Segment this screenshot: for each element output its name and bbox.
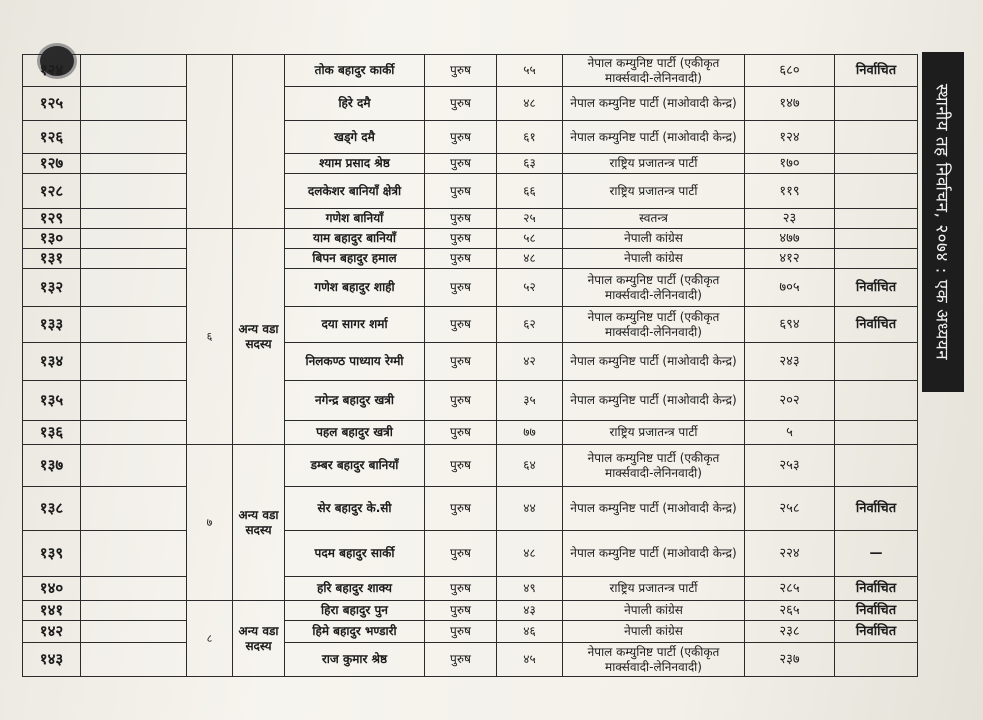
gender-cell: पुरुष xyxy=(425,87,497,121)
side-title: स्थानीय तह निर्वाचन, २०७४ : एक अध्ययन xyxy=(931,83,952,361)
candidate-name-cell: हिमे बहादुर भण्डारी xyxy=(285,621,425,643)
party-cell: नेपाल कम्युनिष्ट पार्टी (माओवादी केन्द्र) xyxy=(563,121,745,154)
age-cell: ७७ xyxy=(497,421,563,445)
candidate-name-cell: पदम बहादुर सार्की xyxy=(285,531,425,577)
table-row xyxy=(23,249,918,269)
age-cell: ५८ xyxy=(497,229,563,249)
age-cell: ४८ xyxy=(497,87,563,121)
age-cell: ३५ xyxy=(497,381,563,421)
table-row xyxy=(23,601,918,621)
age-cell: ४५ xyxy=(497,643,563,677)
gender-cell: पुरुष xyxy=(425,209,497,229)
gender-cell: पुरुष xyxy=(425,577,497,601)
blank-cell xyxy=(81,487,187,531)
votes-cell: १४७ xyxy=(745,87,835,121)
post-cell: अन्य वडा सदस्य xyxy=(233,229,285,445)
serial-number-cell: १३३ xyxy=(23,307,81,343)
serial-number-cell: १३२ xyxy=(23,269,81,307)
blank-cell xyxy=(81,87,187,121)
age-cell: २५ xyxy=(497,209,563,229)
candidate-name-cell: गणेश बहादुर शाही xyxy=(285,269,425,307)
gender-cell: पुरुष xyxy=(425,55,497,87)
blank-cell xyxy=(81,55,187,87)
gender-cell: पुरुष xyxy=(425,249,497,269)
votes-cell: ११९ xyxy=(745,174,835,209)
party-cell: नेपाल कम्युनिष्ट पार्टी (माओवादी केन्द्र) xyxy=(563,531,745,577)
gender-cell: पुरुष xyxy=(425,229,497,249)
age-cell: ५५ xyxy=(497,55,563,87)
party-cell: नेपाल कम्युनिष्ट पार्टी (एकीकृत मार्क्सवादी-लेनिनवादी) xyxy=(563,445,745,487)
party-cell: राष्ट्रिय प्रजातन्त्र पार्टी xyxy=(563,154,745,174)
table-row xyxy=(23,421,918,445)
party-cell: नेपाल कम्युनिष्ट पार्टी (एकीकृत मार्क्सवादी-लेनिनवादी) xyxy=(563,643,745,677)
status-cell: — xyxy=(835,531,918,577)
blank-cell xyxy=(81,269,187,307)
status-cell xyxy=(835,381,918,421)
votes-cell: २६५ xyxy=(745,601,835,621)
status-cell: निर्वाचित xyxy=(835,269,918,307)
status-cell xyxy=(835,154,918,174)
party-cell: राष्ट्रिय प्रजातन्त्र पार्टी xyxy=(563,421,745,445)
table-row xyxy=(23,55,918,87)
table-row xyxy=(23,487,918,531)
votes-cell: ७०५ xyxy=(745,269,835,307)
votes-cell: २५८ xyxy=(745,487,835,531)
post-cell xyxy=(233,55,285,229)
party-cell: नेपाली कांग्रेस xyxy=(563,601,745,621)
votes-cell: २०२ xyxy=(745,381,835,421)
status-cell xyxy=(835,343,918,381)
status-cell xyxy=(835,643,918,677)
serial-number-cell: १४३ xyxy=(23,643,81,677)
age-cell: ४९ xyxy=(497,577,563,601)
age-cell: ६२ xyxy=(497,307,563,343)
ward-number-cell: ६ xyxy=(187,229,233,445)
status-cell: निर्वाचित xyxy=(835,55,918,87)
votes-cell: २८५ xyxy=(745,577,835,601)
age-cell: ४२ xyxy=(497,343,563,381)
blank-cell xyxy=(81,229,187,249)
gender-cell: पुरुष xyxy=(425,154,497,174)
age-cell: ४८ xyxy=(497,249,563,269)
votes-cell: ४७७ xyxy=(745,229,835,249)
party-cell: नेपाल कम्युनिष्ट पार्टी (एकीकृत मार्क्सवादी-लेनिनवादी) xyxy=(563,269,745,307)
serial-number-cell: १४१ xyxy=(23,601,81,621)
candidate-name-cell: खड्गे दमै xyxy=(285,121,425,154)
serial-number-cell: १३५ xyxy=(23,381,81,421)
candidate-name-cell: हिरा बहादुर पुन xyxy=(285,601,425,621)
status-cell: निर्वाचित xyxy=(835,601,918,621)
table-row xyxy=(23,209,918,229)
gender-cell: पुरुष xyxy=(425,174,497,209)
votes-cell: २३८ xyxy=(745,621,835,643)
table-row xyxy=(23,87,918,121)
age-cell: ६३ xyxy=(497,154,563,174)
serial-number-cell: १२६ xyxy=(23,121,81,154)
table-row xyxy=(23,621,918,643)
blank-cell xyxy=(81,154,187,174)
votes-cell: ६८० xyxy=(745,55,835,87)
age-cell: ४४ xyxy=(497,487,563,531)
blank-cell xyxy=(81,421,187,445)
party-cell: नेपाली कांग्रेस xyxy=(563,249,745,269)
votes-cell: २३ xyxy=(745,209,835,229)
ward-number-cell: ८ xyxy=(187,601,233,677)
party-cell: नेपाल कम्युनिष्ट पार्टी (माओवादी केन्द्र) xyxy=(563,343,745,381)
age-cell: ४६ xyxy=(497,621,563,643)
serial-number-cell: १२७ xyxy=(23,154,81,174)
party-cell: नेपाल कम्युनिष्ट पार्टी (माओवादी केन्द्र) xyxy=(563,487,745,531)
candidate-name-cell: गणेश बानियाँ xyxy=(285,209,425,229)
status-cell xyxy=(835,249,918,269)
gender-cell: पुरुष xyxy=(425,421,497,445)
table-row xyxy=(23,174,918,209)
gender-cell: पुरुष xyxy=(425,531,497,577)
age-cell: ४३ xyxy=(497,601,563,621)
serial-number-cell: १२४ xyxy=(23,55,81,87)
ward-number-cell: ७ xyxy=(187,445,233,601)
party-cell: राष्ट्रिय प्रजातन्त्र पार्टी xyxy=(563,174,745,209)
candidate-name-cell: पहल बहादुर खत्री xyxy=(285,421,425,445)
ward-number-cell xyxy=(187,55,233,229)
table-row xyxy=(23,643,918,677)
candidate-name-cell: याम बहादुर बानियाँ xyxy=(285,229,425,249)
table-row xyxy=(23,154,918,174)
candidate-name-cell: बिपन बहादुर हमाल xyxy=(285,249,425,269)
serial-number-cell: १३१ xyxy=(23,249,81,269)
gender-cell: पुरुष xyxy=(425,381,497,421)
gender-cell: पुरुष xyxy=(425,343,497,381)
serial-number-cell: १३९ xyxy=(23,531,81,577)
gender-cell: पुरुष xyxy=(425,601,497,621)
blank-cell xyxy=(81,621,187,643)
age-cell: ६६ xyxy=(497,174,563,209)
candidate-name-cell: तोक बहादुर कार्की xyxy=(285,55,425,87)
status-cell xyxy=(835,209,918,229)
status-cell: निर्वाचित xyxy=(835,487,918,531)
blank-cell xyxy=(81,209,187,229)
blank-cell xyxy=(81,445,187,487)
serial-number-cell: १३० xyxy=(23,229,81,249)
table-row xyxy=(23,381,918,421)
party-cell: नेपाल कम्युनिष्ट पार्टी (एकीकृत मार्क्सवादी-लेनिनवादी) xyxy=(563,307,745,343)
party-cell: नेपाल कम्युनिष्ट पार्टी (माओवादी केन्द्र) xyxy=(563,381,745,421)
blank-cell xyxy=(81,121,187,154)
table-row xyxy=(23,577,918,601)
status-cell xyxy=(835,229,918,249)
table-row xyxy=(23,531,918,577)
blank-cell xyxy=(81,174,187,209)
gender-cell: पुरुष xyxy=(425,445,497,487)
candidate-name-cell: डम्बर बहादुर बानियाँ xyxy=(285,445,425,487)
post-cell: अन्य वडा सदस्य xyxy=(233,445,285,601)
age-cell: ६१ xyxy=(497,121,563,154)
table-row xyxy=(23,121,918,154)
age-cell: ४८ xyxy=(497,531,563,577)
votes-cell: २५३ xyxy=(745,445,835,487)
post-cell: अन्य वडा सदस्य xyxy=(233,601,285,677)
status-cell xyxy=(835,445,918,487)
gender-cell: पुरुष xyxy=(425,307,497,343)
blank-cell xyxy=(81,577,187,601)
serial-number-cell: १३६ xyxy=(23,421,81,445)
gender-cell: पुरुष xyxy=(425,643,497,677)
blank-cell xyxy=(81,343,187,381)
table-row xyxy=(23,343,918,381)
serial-number-cell: १२५ xyxy=(23,87,81,121)
status-cell xyxy=(835,87,918,121)
gender-cell: पुरुष xyxy=(425,269,497,307)
blank-cell xyxy=(81,249,187,269)
serial-number-cell: १४० xyxy=(23,577,81,601)
serial-number-cell: १२९ xyxy=(23,209,81,229)
side-title-strip xyxy=(922,52,964,392)
blank-cell xyxy=(81,307,187,343)
status-cell: निर्वाचित xyxy=(835,621,918,643)
table-row xyxy=(23,229,918,249)
blank-cell xyxy=(81,643,187,677)
party-cell: नेपाल कम्युनिष्ट पार्टी (एकीकृत मार्क्सवादी-लेनिनवादी) xyxy=(563,55,745,87)
candidate-name-cell: हरि बहादुर शाक्य xyxy=(285,577,425,601)
status-cell: निर्वाचित xyxy=(835,307,918,343)
candidate-name-cell: निलकण्ठ पाध्याय रेग्मी xyxy=(285,343,425,381)
status-cell xyxy=(835,421,918,445)
serial-number-cell: १२८ xyxy=(23,174,81,209)
status-cell xyxy=(835,174,918,209)
age-cell: ५२ xyxy=(497,269,563,307)
candidate-name-cell: दया सागर शर्मा xyxy=(285,307,425,343)
status-cell xyxy=(835,121,918,154)
candidate-name-cell: हिरे दमै xyxy=(285,87,425,121)
serial-number-cell: १३४ xyxy=(23,343,81,381)
party-cell: नेपाली कांग्रेस xyxy=(563,621,745,643)
votes-cell: १२४ xyxy=(745,121,835,154)
party-cell: स्वतन्त्र xyxy=(563,209,745,229)
candidate-results-table xyxy=(22,54,918,677)
party-cell: राष्ट्रिय प्रजातन्त्र पार्टी xyxy=(563,577,745,601)
votes-cell: २२४ xyxy=(745,531,835,577)
candidate-name-cell: दलकेशर बानियाँ क्षेत्री xyxy=(285,174,425,209)
candidate-name-cell: सेर बहादुर के.सी xyxy=(285,487,425,531)
candidate-name-cell: राज कुमार श्रेष्ठ xyxy=(285,643,425,677)
candidate-name-cell: नगेन्द्र बहादुर खत्री xyxy=(285,381,425,421)
blank-cell xyxy=(81,381,187,421)
serial-number-cell: १३८ xyxy=(23,487,81,531)
gender-cell: पुरुष xyxy=(425,621,497,643)
candidate-name-cell: श्याम प्रसाद श्रेष्ठ xyxy=(285,154,425,174)
table-row xyxy=(23,445,918,487)
serial-number-cell: १३७ xyxy=(23,445,81,487)
party-cell: नेपाल कम्युनिष्ट पार्टी (माओवादी केन्द्र) xyxy=(563,87,745,121)
gender-cell: पुरुष xyxy=(425,121,497,154)
votes-cell: ६९४ xyxy=(745,307,835,343)
blank-cell xyxy=(81,531,187,577)
votes-cell: २३७ xyxy=(745,643,835,677)
status-cell: निर्वाचित xyxy=(835,577,918,601)
serial-number-cell: १४२ xyxy=(23,621,81,643)
votes-cell: ४१२ xyxy=(745,249,835,269)
votes-cell: ५ xyxy=(745,421,835,445)
party-cell: नेपाली कांग्रेस xyxy=(563,229,745,249)
table-row xyxy=(23,269,918,307)
votes-cell: २४३ xyxy=(745,343,835,381)
table-row xyxy=(23,307,918,343)
blank-cell xyxy=(81,601,187,621)
gender-cell: पुरुष xyxy=(425,487,497,531)
votes-cell: १७० xyxy=(745,154,835,174)
age-cell: ६४ xyxy=(497,445,563,487)
